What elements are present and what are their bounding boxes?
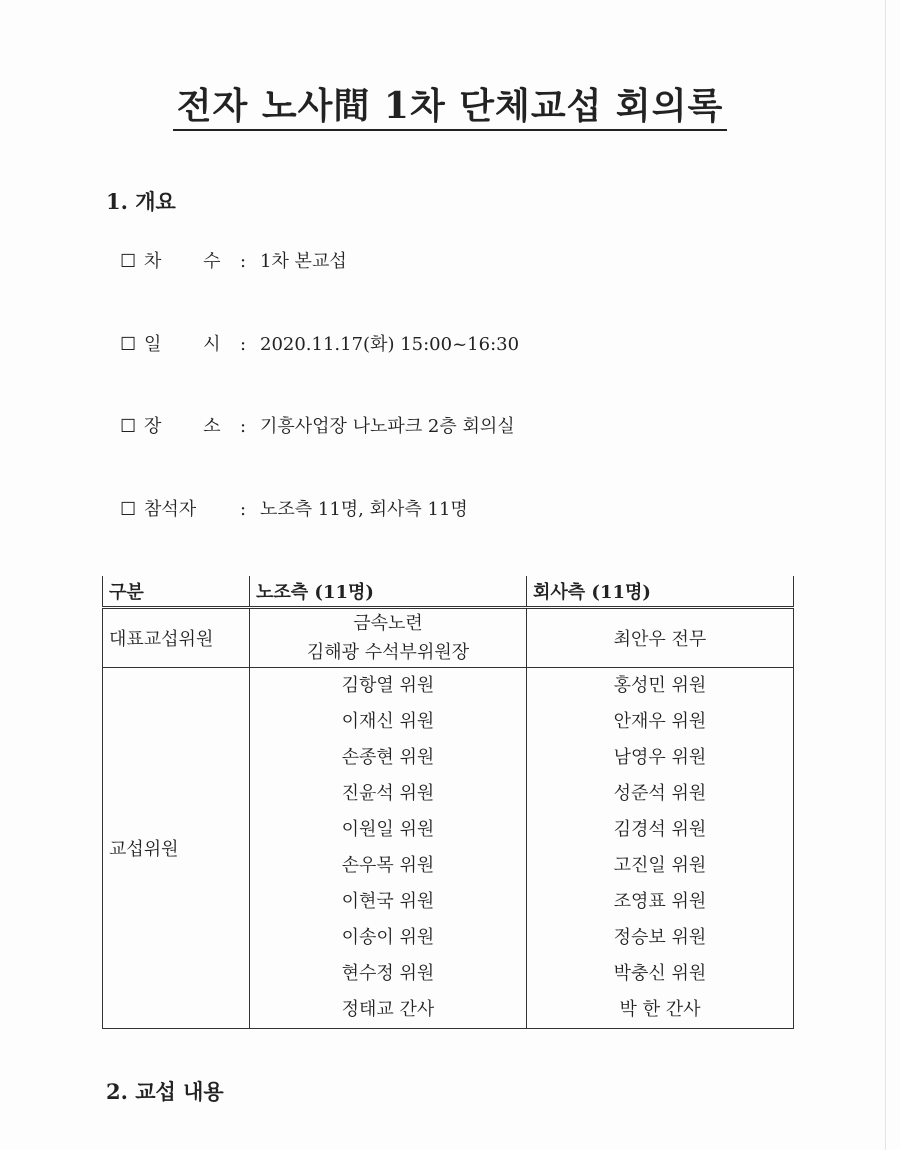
list-item: 홍성민 위원: [613, 675, 707, 696]
table-row: [103, 608, 794, 668]
union-members: [250, 668, 527, 1029]
list-item: 박충신 위원: [613, 963, 707, 984]
list-item: 손우목 위원: [341, 855, 435, 876]
attendee-table: [102, 576, 794, 1029]
header-union: 노조측 (11명): [250, 576, 527, 608]
list-item: 이송이 위원: [341, 927, 435, 948]
list-item: 김경석 위원: [613, 819, 707, 840]
section-overview-heading: 1. 개요: [106, 189, 176, 214]
list-item: 김항열 위원: [341, 675, 435, 696]
overview-item-datetime: ☐ 일 시: 2020.11.17(화) 15:00~16:30: [120, 334, 520, 355]
list-item: 진윤석 위원: [341, 783, 435, 804]
list-item: 정승보 위원: [613, 927, 707, 948]
document-title: 전자 노사間 1차 단체교섭 회의록: [0, 78, 900, 129]
members-label: 교섭위원: [103, 668, 250, 1029]
checkbox-icon: ☐: [120, 416, 137, 437]
page-edge: [885, 0, 886, 1150]
list-item: 남영우 위원: [613, 747, 707, 768]
list-item: 이원일 위원: [341, 819, 435, 840]
rep-label: 대표교섭위원: [103, 608, 250, 668]
rep-union: [250, 608, 527, 668]
rep-union-org: 금속노련: [353, 613, 423, 634]
list-item: 고진일 위원: [613, 855, 707, 876]
list-item: 손종현 위원: [341, 747, 435, 768]
checkbox-icon: ☐: [120, 251, 137, 272]
list-item: 이재신 위원: [341, 711, 435, 732]
list-item: 조영표 위원: [613, 891, 707, 912]
rep-company: 최안우 전무: [527, 608, 794, 668]
overview-item-attendees: ☐ 참석자 : 노조측 11명, 회사측 11명: [120, 499, 468, 520]
list-item: 박 한 간사: [619, 999, 701, 1020]
table-header-row: [103, 576, 794, 608]
overview-item-round: ☐ 차 수: 1차 본교섭: [120, 251, 347, 272]
rep-union-person: 김해광 수석부위원장: [306, 642, 470, 663]
overview-item-place: ☐ 장 소: 기흥사업장 나노파크 2층 회의실: [120, 416, 515, 437]
checkbox-icon: ☐: [120, 334, 137, 355]
list-item: 정태교 간사: [341, 999, 435, 1020]
header-company: 회사측 (11명): [527, 576, 794, 608]
checkbox-icon: ☐: [120, 499, 137, 520]
list-item: 안재우 위원: [613, 711, 707, 732]
table-row: [103, 668, 794, 1029]
list-item: 현수정 위원: [341, 963, 435, 984]
list-item: 이현국 위원: [341, 891, 435, 912]
company-members: [527, 668, 794, 1029]
section-negotiation-heading: 2. 교섭 내용: [106, 1079, 224, 1104]
list-item: 성준석 위원: [613, 783, 707, 804]
header-category: 구분: [103, 576, 250, 608]
